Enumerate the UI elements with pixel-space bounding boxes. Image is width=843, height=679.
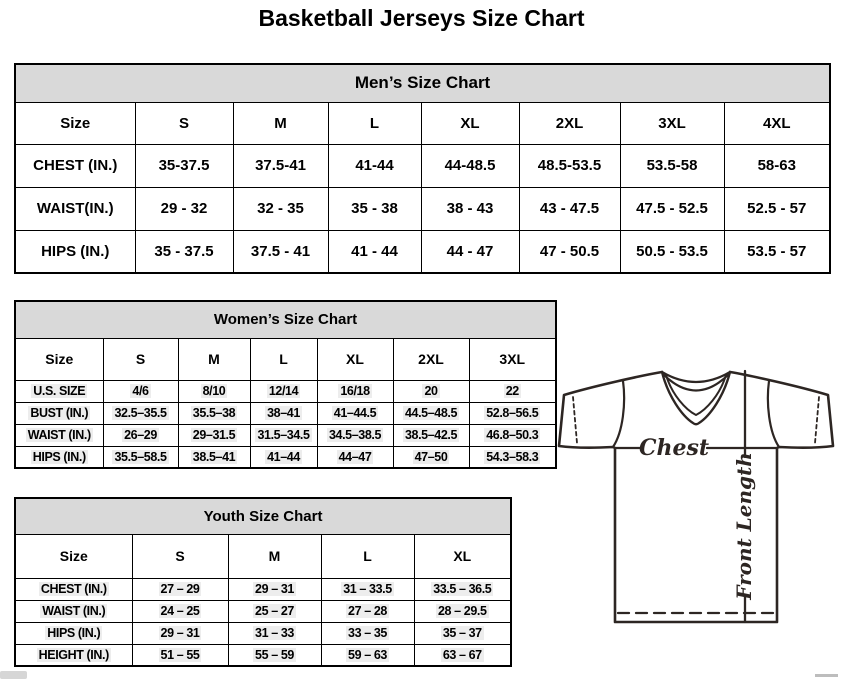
size-value-cell — [178, 446, 250, 468]
size-value-cell — [103, 402, 178, 424]
row-label-text: HIPS (IN.) — [41, 242, 110, 260]
size-value-text: 35 - 38 — [351, 200, 398, 217]
size-value-text: 31 – 33.5 — [343, 582, 392, 596]
size-value-text: 26–29 — [124, 428, 157, 442]
size-value-text: 35 - 37.5 — [154, 242, 214, 260]
size-value-text: 44-48.5 — [444, 157, 496, 174]
size-value-cell — [328, 187, 421, 230]
chest-label: Chest — [638, 435, 710, 461]
row-label-text: BUST (IN.) — [30, 406, 89, 420]
size-column-header: S — [103, 338, 178, 380]
size-value-text: 41-44 — [355, 157, 394, 174]
size-value-cell — [250, 402, 317, 424]
size-column-header: XL — [421, 102, 519, 144]
size-value-cell — [103, 424, 178, 446]
size-value-text: 29–31.5 — [192, 428, 236, 442]
size-value-text: 52.8–56.5 — [486, 406, 539, 420]
table-row — [15, 380, 556, 402]
size-value-text: 50.5 - 53.5 — [636, 242, 708, 260]
size-value-text: 51 – 55 — [160, 647, 200, 662]
youth-size-chart-table — [14, 497, 512, 667]
row-label-text: HIPS (IN.) — [47, 626, 101, 640]
size-value-text: 25 – 27 — [255, 604, 294, 618]
size-value-cell — [393, 380, 469, 402]
right-sleeve-stitch-dashes — [815, 397, 819, 443]
size-value-text: 33 – 35 — [348, 626, 387, 640]
size-value-cell — [519, 187, 620, 230]
size-value-cell — [250, 446, 317, 468]
collar-v-outer — [662, 372, 730, 424]
row-label-text: WAIST (IN.) — [42, 604, 106, 618]
size-value-cell — [469, 424, 556, 446]
size-value-cell — [228, 600, 321, 622]
size-value-cell — [228, 578, 321, 600]
size-value-text: 35.5–58.5 — [114, 449, 167, 464]
size-value-text: 47.5 - 52.5 — [636, 200, 708, 217]
size-column-header: M — [228, 534, 321, 578]
size-value-text: 38–41 — [267, 406, 300, 420]
size-value-cell — [178, 402, 250, 424]
size-value-text: 27 – 28 — [348, 604, 387, 618]
size-value-text: 63 – 67 — [442, 647, 482, 662]
jersey-outline — [559, 372, 833, 622]
size-value-text: 41–44.5 — [333, 406, 377, 420]
row-label-text: HIPS (IN.) — [32, 449, 86, 464]
table-row — [15, 424, 556, 446]
table-row — [15, 644, 511, 666]
size-value-cell — [135, 230, 233, 273]
size-value-text: 38 - 43 — [446, 200, 494, 217]
chart-title: Youth Size Chart — [15, 498, 511, 534]
size-value-text: 35.5–38 — [192, 406, 236, 420]
row-label-text: U.S. SIZE — [33, 384, 86, 398]
table-row — [15, 446, 556, 468]
size-value-cell — [178, 424, 250, 446]
size-value-text: 41 - 44 — [351, 242, 398, 260]
row-label-text: WAIST(IN.) — [36, 200, 114, 217]
size-column-header: L — [328, 102, 421, 144]
size-value-text: 37.5-41 — [255, 157, 306, 174]
size-value-text: 29 – 31 — [160, 626, 200, 640]
size-value-text: 37.5 - 41 — [250, 242, 311, 260]
size-value-text: 32.5–35.5 — [114, 406, 167, 420]
size-value-text: 46.8–50.3 — [486, 428, 539, 442]
table-row — [15, 578, 511, 600]
size-value-text: 53.5 - 57 — [747, 242, 807, 260]
size-value-text: 16/18 — [340, 384, 370, 398]
size-value-text: 44 - 47 — [446, 242, 494, 260]
size-value-cell — [228, 622, 321, 644]
right-sleeve-seam — [768, 381, 779, 447]
size-value-cell — [469, 446, 556, 468]
size-row-label: Size — [15, 338, 103, 380]
size-value-text: 27 – 29 — [160, 582, 200, 596]
size-value-cell — [393, 424, 469, 446]
size-column-header: S — [132, 534, 228, 578]
size-value-text: 34.5–38.5 — [328, 428, 381, 442]
size-value-cell — [132, 578, 228, 600]
size-value-cell — [393, 446, 469, 468]
size-value-cell — [414, 622, 511, 644]
size-value-cell — [317, 402, 393, 424]
size-value-cell — [620, 187, 724, 230]
size-value-cell — [620, 144, 724, 187]
size-value-text: 24 – 25 — [160, 604, 200, 618]
size-value-cell — [132, 644, 228, 666]
table-row — [15, 230, 830, 273]
size-value-text: 32 - 35 — [257, 200, 304, 217]
size-value-cell — [421, 144, 519, 187]
size-value-text: 35-37.5 — [158, 157, 210, 174]
size-value-cell — [103, 446, 178, 468]
size-value-text: 29 - 32 — [160, 200, 208, 217]
size-column-header: S — [135, 102, 233, 144]
row-label-text: CHEST (IN.) — [33, 157, 118, 174]
womens-size-chart-table — [14, 300, 557, 469]
size-value-text: 12/14 — [268, 384, 299, 398]
row-label — [15, 230, 135, 273]
size-value-cell — [724, 230, 830, 273]
size-value-cell — [317, 446, 393, 468]
row-label — [15, 600, 132, 622]
chart-title: Men’s Size Chart — [15, 64, 830, 102]
size-value-cell — [321, 644, 414, 666]
row-label — [15, 144, 135, 187]
size-value-text: 29 – 31 — [255, 582, 294, 596]
jersey-measurement-diagram — [556, 358, 843, 679]
row-label — [15, 622, 132, 644]
row-label-text: CHEST (IN.) — [40, 582, 107, 596]
size-value-cell — [328, 230, 421, 273]
size-value-cell — [233, 144, 328, 187]
size-column-header: 2XL — [519, 102, 620, 144]
left-sleeve-stitch-dashes — [573, 397, 577, 443]
size-value-cell — [233, 230, 328, 273]
size-value-cell — [519, 144, 620, 187]
size-value-text: 33.5 – 36.5 — [433, 582, 492, 596]
size-value-cell — [469, 380, 556, 402]
row-label — [15, 187, 135, 230]
page-title: Basketball Jerseys Size Chart — [258, 5, 585, 31]
size-value-cell — [178, 380, 250, 402]
size-value-text: 8/10 — [202, 384, 226, 398]
size-value-text: 44–47 — [338, 449, 372, 464]
size-value-cell — [414, 644, 511, 666]
size-value-text: 58-63 — [757, 157, 796, 174]
horizontal-scrollbar-thumb-left[interactable] — [0, 671, 27, 679]
size-value-cell — [724, 144, 830, 187]
size-column-header: M — [178, 338, 250, 380]
table-row — [15, 600, 511, 622]
size-value-text: 44.5–48.5 — [404, 406, 457, 420]
row-label — [15, 446, 103, 468]
size-column-header: L — [250, 338, 317, 380]
size-value-text: 20 — [424, 384, 438, 398]
size-value-cell — [414, 600, 511, 622]
size-value-text: 47–50 — [414, 449, 448, 464]
size-value-cell — [135, 144, 233, 187]
size-value-cell — [620, 230, 724, 273]
row-label — [15, 380, 103, 402]
row-label-text: WAIST (IN.) — [27, 428, 91, 442]
size-value-cell — [103, 380, 178, 402]
size-value-cell — [135, 187, 233, 230]
size-value-text: 38.5–42.5 — [404, 428, 457, 442]
size-column-header: XL — [414, 534, 511, 578]
size-value-cell — [233, 187, 328, 230]
horizontal-scrollbar-thumb-right[interactable] — [815, 674, 838, 677]
size-value-cell — [421, 230, 519, 273]
size-row-label: Size — [15, 534, 132, 578]
size-value-cell — [469, 402, 556, 424]
size-column-header: 3XL — [620, 102, 724, 144]
row-label — [15, 644, 132, 666]
size-value-text: 53.5-58 — [646, 157, 698, 174]
row-label — [15, 424, 103, 446]
size-value-text: 59 – 63 — [348, 647, 387, 662]
size-value-cell — [132, 600, 228, 622]
size-value-text: 43 - 47.5 — [539, 200, 600, 217]
row-label — [15, 402, 103, 424]
size-value-text: 54.3–58.3 — [486, 449, 539, 464]
size-value-cell — [250, 424, 317, 446]
size-value-cell — [421, 187, 519, 230]
table-row — [15, 187, 830, 230]
size-value-cell — [321, 600, 414, 622]
size-row-label: Size — [15, 102, 135, 144]
size-value-text: 31.5–34.5 — [257, 428, 310, 442]
size-column-header: M — [233, 102, 328, 144]
size-value-cell — [321, 622, 414, 644]
size-value-text: 41–44 — [267, 449, 300, 464]
mens-size-chart-table — [14, 63, 831, 274]
row-label-text: HEIGHT (IN.) — [38, 647, 109, 662]
size-column-header: 2XL — [393, 338, 469, 380]
table-row — [15, 622, 511, 644]
size-value-text: 31 – 33 — [255, 626, 294, 640]
size-value-text: 38.5–41 — [192, 449, 236, 464]
size-column-header: XL — [317, 338, 393, 380]
size-value-text: 28 – 29.5 — [438, 604, 487, 618]
size-value-cell — [393, 402, 469, 424]
size-value-cell — [328, 144, 421, 187]
size-value-cell — [519, 230, 620, 273]
size-value-cell — [250, 380, 317, 402]
front-length-label: Front Length — [732, 452, 756, 600]
size-value-cell — [228, 644, 321, 666]
chart-title: Women’s Size Chart — [15, 301, 556, 338]
size-column-header: 3XL — [469, 338, 556, 380]
size-column-header: 4XL — [724, 102, 830, 144]
size-value-text: 47 - 50.5 — [539, 242, 600, 260]
table-row — [15, 402, 556, 424]
size-value-cell — [414, 578, 511, 600]
table-row — [15, 144, 830, 187]
size-value-cell — [132, 622, 228, 644]
size-value-cell — [317, 380, 393, 402]
size-value-text: 35 – 37 — [442, 626, 482, 640]
size-value-text: 52.5 - 57 — [747, 200, 807, 217]
size-value-cell — [321, 578, 414, 600]
size-value-text: 4/6 — [132, 384, 149, 398]
size-value-cell — [724, 187, 830, 230]
size-value-text: 48.5-53.5 — [537, 157, 602, 174]
collar-back-arc-outer — [662, 372, 730, 382]
size-value-text: 22 — [505, 384, 519, 398]
row-label — [15, 578, 132, 600]
size-value-cell — [317, 424, 393, 446]
size-column-header: L — [321, 534, 414, 578]
left-sleeve-seam — [613, 381, 624, 447]
size-value-text: 55 – 59 — [255, 647, 294, 662]
